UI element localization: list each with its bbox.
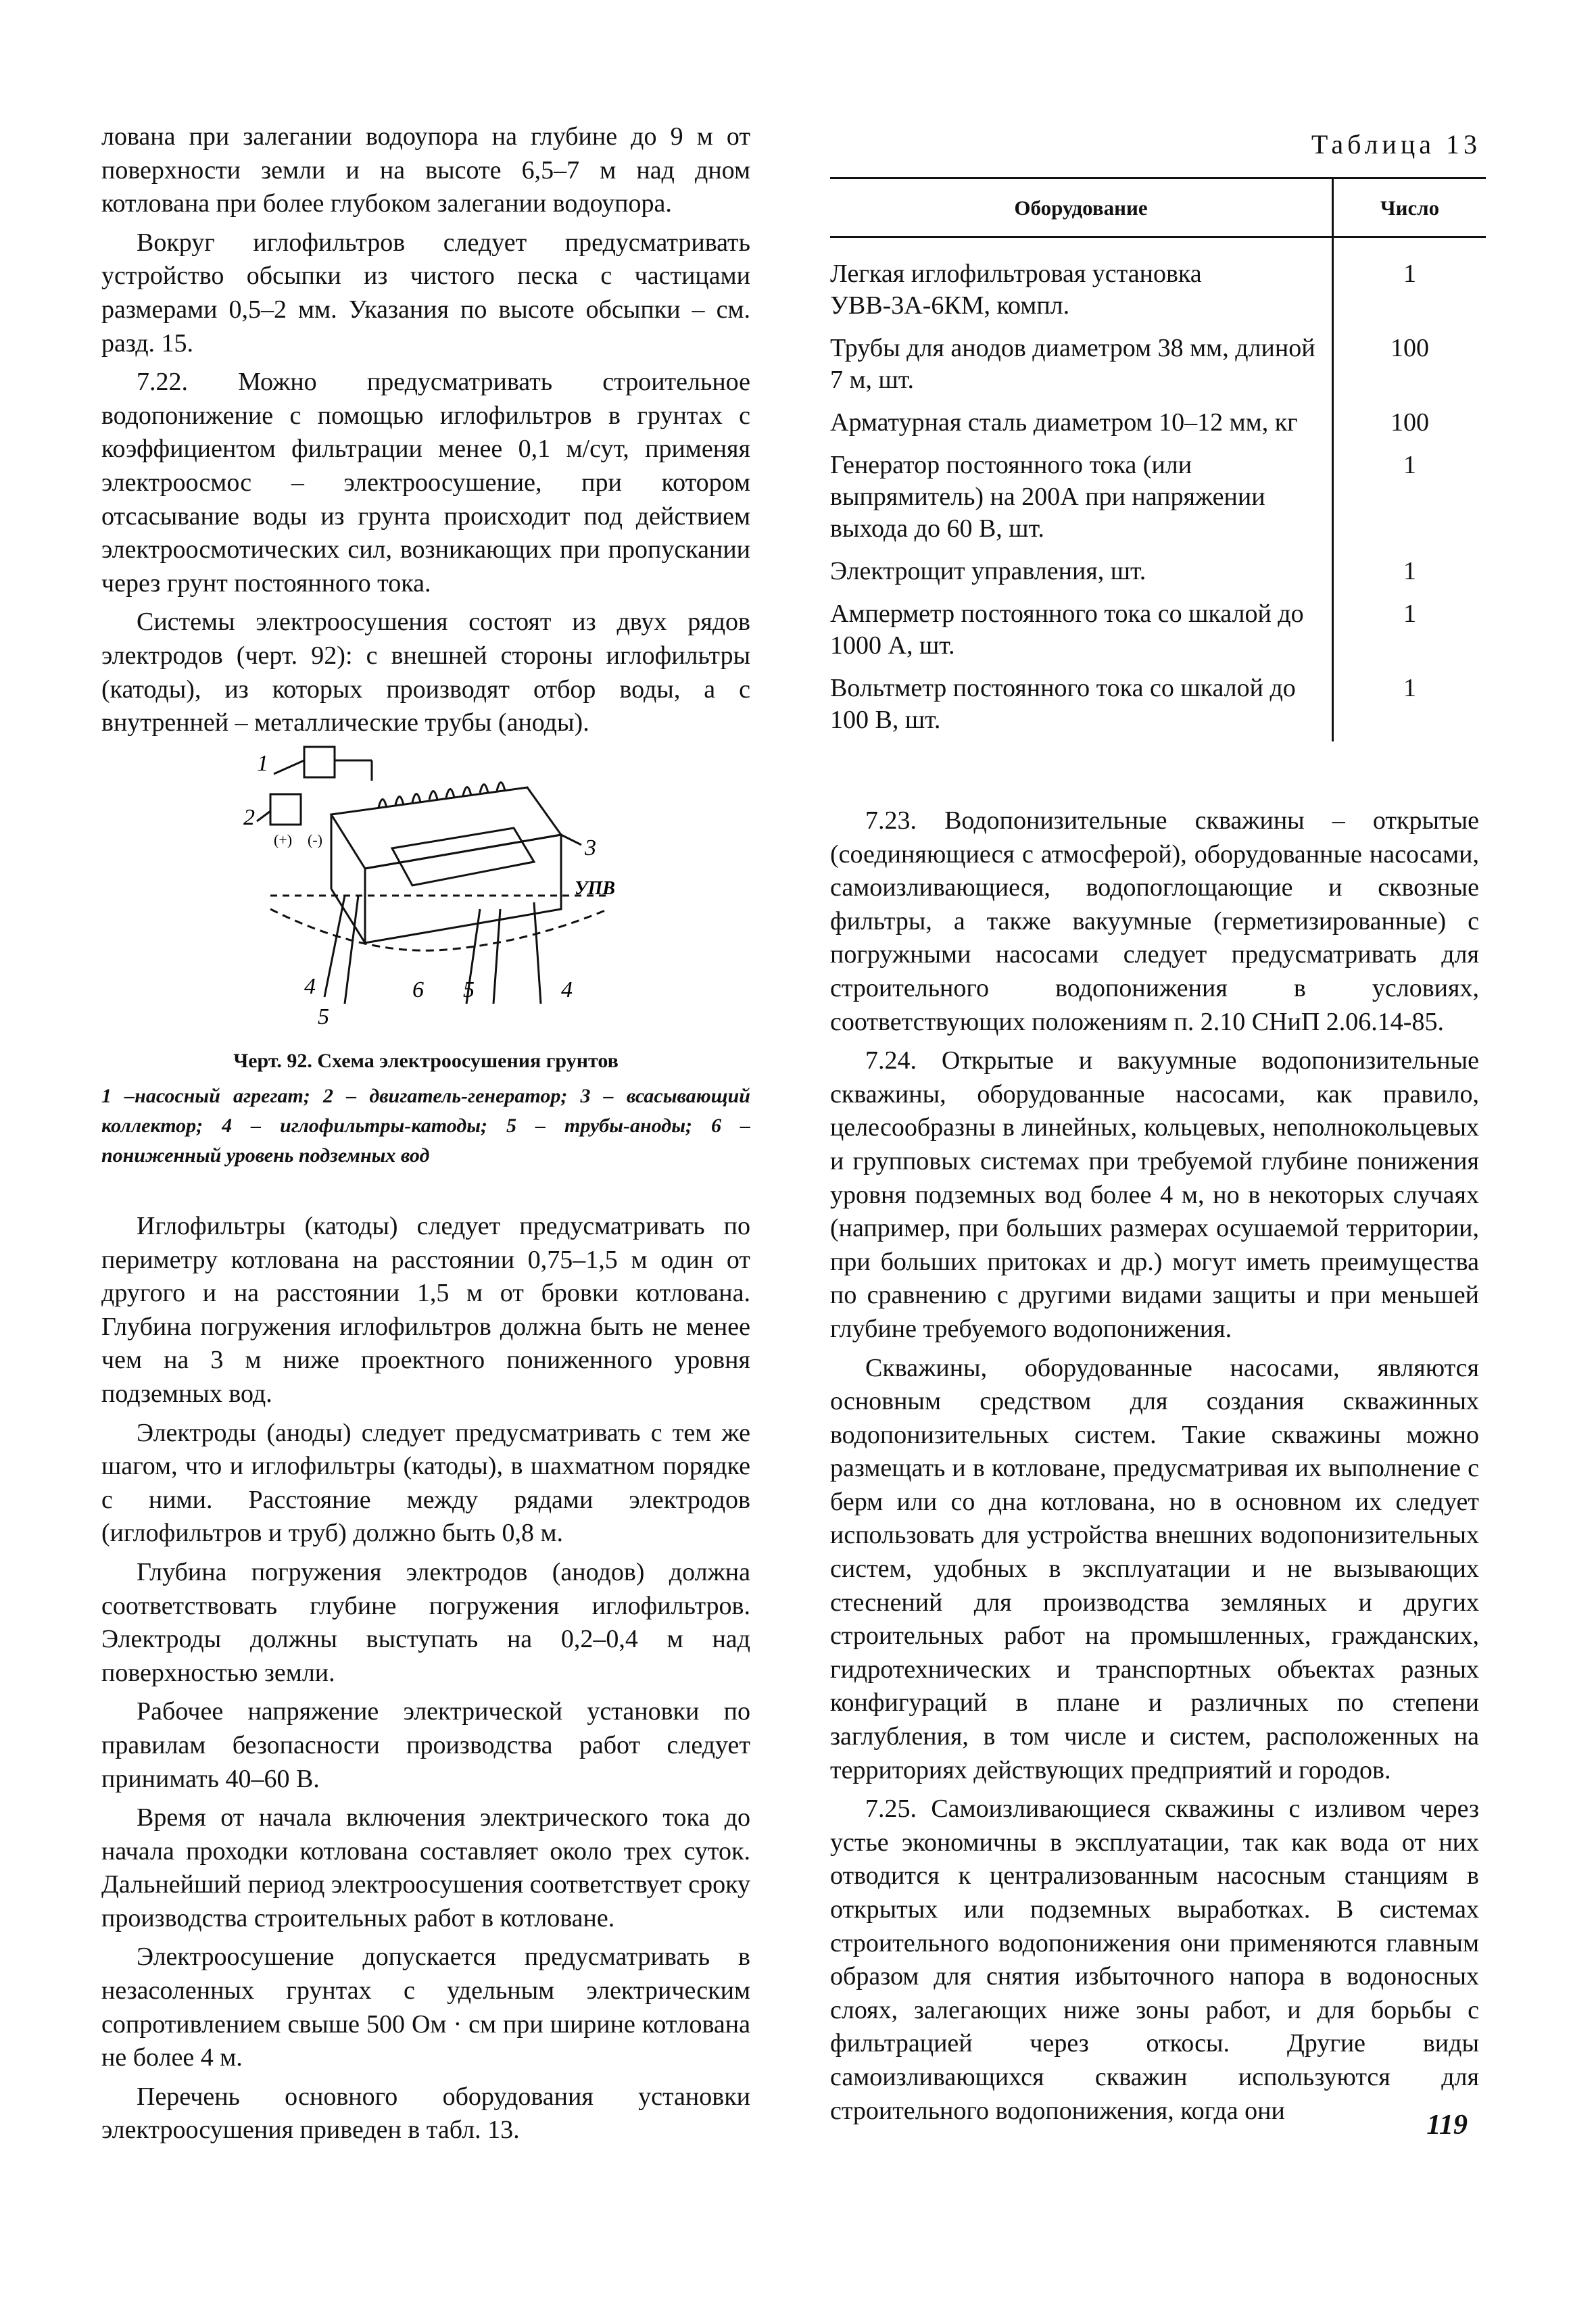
- paragraph: Скважины, оборудованные насосами, являются основным средством для создания скважинных водопонизительных систем. Такие скважины можно размещать и в котловане, предусматривая их выполнение с берм или со дна котлована, но в основном их следует использовать для устройства внешних водопонизительных систем, удобных в эксплуатации и не вызывающих стеснений для производства земляных и других строительных работ на промышленных, гражданских, гидротехнических и транспортных объектах разных конфигураций в плане и различных по степени заглубления, в том числе и систем, расположенных на территориях действующих предприятий и городов.: [830, 1353, 1479, 1784]
- table-header: Число: [1333, 178, 1486, 237]
- paragraph: Иглофильтры (катоды) следует предусматривать по периметру котлована на расстоянии 0,75–1,5 м один от другого и на расстоянии 1,5 м от бровки котлована. Глубина погружения иглофильтров должна быть не менее чем на 3 м ниже проектного пониженного уровня подземных вод.: [101, 1212, 750, 1408]
- diagram-svg: [243, 733, 622, 1031]
- figure-legend: 1 –насосный агрегат; 2 – двигатель-генератор; 3 – всасывающий коллектор; 4 – иглофильтры-катоды; 5 – трубы-аноды; 6 – пониженный уровень подземных вод: [101, 1085, 750, 1167]
- table-row: [830, 327, 1486, 401]
- diagram-label: 5: [463, 977, 475, 1002]
- paragraph: лована при залегании водоупора на глубине до 9 м от поверхности земли и на высоте 6,5–7 м над дном котлована при более глубоком залегании водоупора.: [101, 122, 750, 218]
- table-cell: 1: [1403, 600, 1416, 628]
- diagram-label: 6: [412, 977, 424, 1002]
- table-cell: Электрощит управления, шт.: [830, 550, 1333, 593]
- diagram-label: 1: [257, 751, 268, 776]
- table-title: Таблица 13: [1311, 129, 1481, 160]
- diagram-label: 5: [318, 1004, 329, 1029]
- page-number: 119: [1426, 2110, 1468, 2141]
- paragraph-7-24: 7.24. Открытые и вакуумные водопонизительные скважины, оборудованные насосами, как правило, целесообразны в линейных, кольцевых, неполнокольцевых и групповых системах при требуемой глубине понижения уровня подземных вод более 4 м, но в некоторых случаях (например, при больших размерах осушаемой территории, при больших притоках и др.) могут иметь преимущества по сравнению с другими видами защиты и при меньшей глубине требуемого водопонижения.: [830, 1046, 1479, 1343]
- table-row: [830, 593, 1486, 667]
- table-cell: 1: [1403, 451, 1416, 479]
- paragraph-7-22: 7.22. Можно предусматривать строительное водопонижение с помощью иглофильтров в грунтах с коэффициентом фильтрации менее 0,1 м/сут, применяя электроосмос – электроосушение, при котором отсасывание воды из грунта происходит под действием электроосмотических сил, возникающих при пропускании через грунт постоянного тока.: [101, 368, 750, 598]
- paragraph: Перечень основного оборудования установки электроосушения приведен в табл. 13.: [101, 2082, 750, 2145]
- table-row: [830, 667, 1486, 741]
- paragraph-7-23: 7.23. Водопонизительные скважины – открытые (соединяющиеся с атмосферой), оборудованные насосами, самоизливающиеся, водопоглощающие и сквозные фильтры, а также вакуумные (герметизированные) с погружными насосами следует предусматривать для строительного водопонижения в условиях, соответствующих положениям п. 2.10 СНиП 2.06.14-85.: [830, 806, 1479, 1036]
- paragraph: Электроды (аноды) следует предусматривать с тем же шагом, что и иглофильтры (катоды), в шахматном порядке с ними. Расстояние между рядами электродов (иглофильтров и труб) должно быть 0,8 м.: [101, 1418, 750, 1548]
- equipment-table: [830, 177, 1486, 741]
- table-row: [830, 237, 1486, 328]
- table-cell: Вольтметр постоянного тока со шкалой до 100 В, шт.: [830, 667, 1333, 741]
- table-cell: 1: [1403, 260, 1416, 288]
- diagram-label: 2: [243, 805, 255, 830]
- figure-title: Черт. 92. Схема электроосушения грунтов: [233, 1050, 619, 1072]
- table-cell: Амперметр постоянного тока со шкалой до 1000 А, шт.: [830, 593, 1333, 667]
- diagram-label: (+): [274, 831, 293, 848]
- table-cell: Легкая иглофильтровая установка УВВ-3А-6КМ, компл.: [830, 237, 1333, 328]
- table-row: [830, 401, 1486, 444]
- paragraph: Электроосушение допускается предусматривать в незасоленных грунтах с удельным электрическим сопротивлением свыше 500 Ом · см при ширине котлована не более 4 м.: [101, 1943, 750, 2072]
- paragraph: Системы электроосушения состоят из двух рядов электродов (черт. 92): с внешней стороны иглофильтры (катоды), из которых производят отбор воды, а с внутренней – металлические трубы (аноды).: [101, 608, 750, 737]
- diagram-label-upv: УПВ: [575, 878, 615, 899]
- table-cell: 100: [1391, 408, 1429, 437]
- table-cell: Трубы для анодов диаметром 38 мм, длиной 7 м, шт.: [830, 327, 1333, 401]
- paragraph: Глубина погружения электродов (анодов) должна соответствовать глубине погружения иглофильтров. Электроды должны выступать на 0,2–0,4 м над поверхностью земли.: [101, 1557, 750, 1687]
- table-header: Оборудование: [830, 178, 1333, 237]
- table-row: [830, 550, 1486, 593]
- table-row: [830, 444, 1486, 550]
- left-column-bottom: [101, 1210, 750, 2147]
- left-column-top: [101, 120, 750, 740]
- diagram-label: (-): [308, 831, 322, 848]
- diagram-label: 4: [304, 974, 316, 999]
- table-cell: 1: [1403, 557, 1416, 585]
- diagram-label: 4: [561, 977, 573, 1002]
- figure-electroosmosis-diagram: [243, 733, 622, 1031]
- paragraph-7-25: 7.25. Самоизливающиеся скважины с изливом через устье экономичны в эксплуатации, так как вода от них отводится к централизованным насосным станциям в открытых или подземных выработках. В системах строительного водопонижения они применяются главным образом для снятия избыточного напора в водоносных слоях, залегающих ниже зоны работ, и для борьбы с фильтрацией через откосы. Другие виды самоизливающихся скважин используются для строительного водопонижения, когда они: [830, 1795, 1479, 2125]
- table-cell: 1: [1403, 674, 1416, 702]
- right-column: [830, 804, 1479, 2128]
- table-cell: 100: [1391, 334, 1429, 362]
- diagram-label: 3: [585, 835, 596, 860]
- table-cell: Генератор постоянного тока (или выпрямитель) на 200А при напряжении выхода до 60 В, шт.: [830, 444, 1333, 550]
- paragraph: Время от начала включения электрического тока до начала проходки котлована составляет около трех суток. Дальнейший период электроосушения соответствует сроку производства строительных работ в котловане.: [101, 1803, 750, 1932]
- table-cell: Арматурная сталь диаметром 10–12 мм, кг: [830, 401, 1333, 444]
- paragraph: Вокруг иглофильтров следует предусматривать устройство обсыпки из чистого песка с частицами размерами 0,5–2 мм. Указания по высоте обсыпки – см. разд. 15.: [101, 228, 750, 358]
- paragraph: Рабочее напряжение электрической установки по правилам безопасности производства работ следует принимать 40–60 В.: [101, 1697, 750, 1793]
